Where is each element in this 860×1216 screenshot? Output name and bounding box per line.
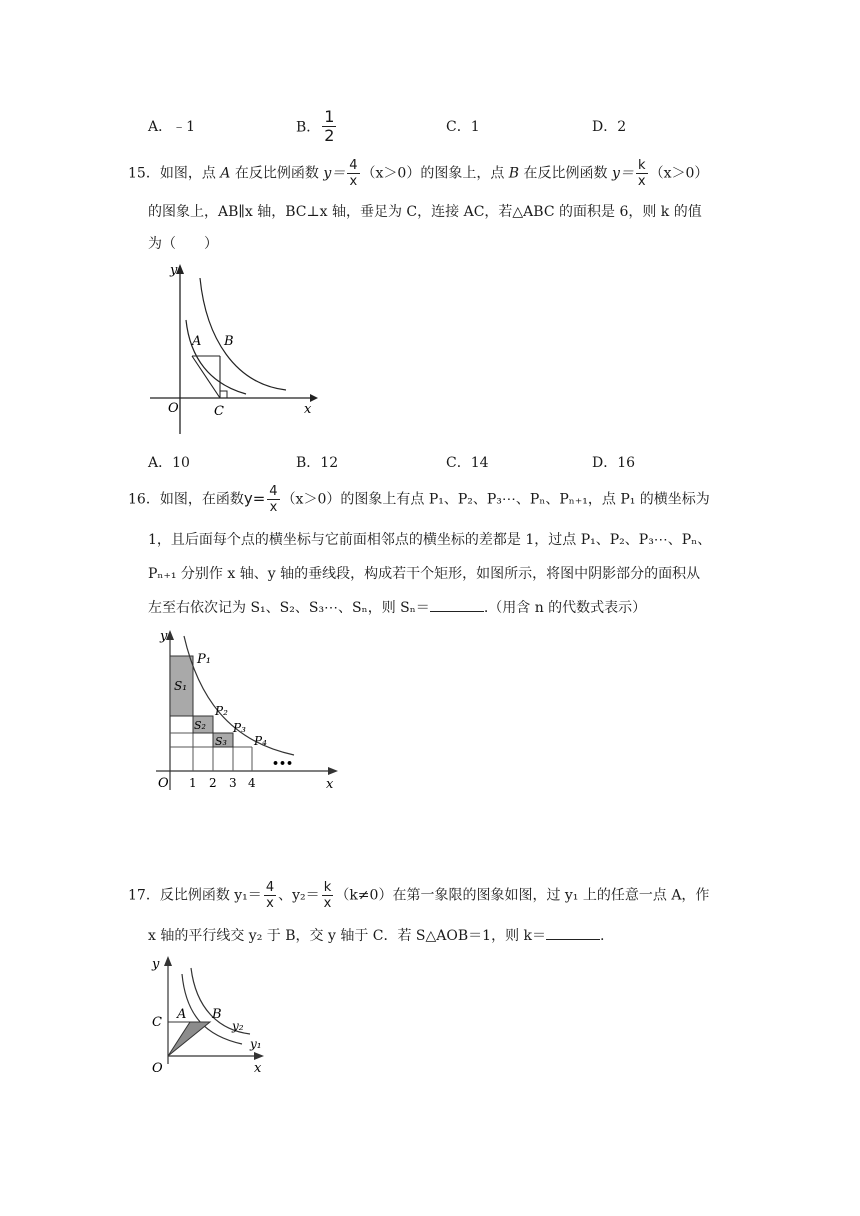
q15-line-1: 15．如图，点 A 在反比例函数 y＝ $\frac{4}{x}$ （x＞0）的图象上，点 B 在反比例函数 y＝ $\frac{k}{x}$ （x＞0） bbox=[128, 158, 709, 189]
q14-option-a: A．﹣1 bbox=[148, 119, 196, 135]
q16-line-1: 16．如图，在函数y= $\frac{4}{x}$ （x＞0）的图象上有点 P₁、P₂、P₃⋯、Pₙ、Pₙ₊₁，点 P₁ 的横坐标为 bbox=[128, 484, 710, 515]
q16-fig-s3-label: S₃ bbox=[215, 735, 227, 748]
q17-fig-origin-label: O bbox=[152, 1061, 163, 1076]
q14-option-d: D．2 bbox=[592, 119, 627, 135]
q16-answer-blank bbox=[430, 599, 484, 612]
q15-line-3: 为（ ） bbox=[148, 236, 218, 252]
q15-figure bbox=[140, 258, 330, 440]
q17-fig-b-label: B bbox=[212, 1007, 222, 1022]
q16-fig-p2-label: P₂ bbox=[215, 704, 228, 718]
q16-fig-tick-1: 1 bbox=[189, 776, 197, 790]
q17-line-2: x 轴的平行线交 y₂ 于 B，交 y 轴于 C．若 S△AOB＝1，则 k＝ . bbox=[148, 928, 605, 944]
q16-fig-s1-label: S₁ bbox=[174, 679, 188, 693]
q17-answer-blank bbox=[546, 927, 600, 940]
q16-fig-s2-label: S₂ bbox=[194, 719, 206, 732]
q16-fig-continuation-dots: ••• bbox=[272, 757, 294, 770]
q16-line-3: Pₙ₊₁ 分别作 x 轴、y 轴的垂线段，构成若干个矩形，如图所示，将图中阴影部分的面积从 bbox=[148, 566, 701, 582]
q16-fig-p1-label: P₁ bbox=[197, 652, 211, 667]
q17-fig-x-label: x bbox=[254, 1061, 262, 1076]
q17-fig-a-label: A bbox=[177, 1007, 187, 1022]
q16-fig-tick-3: 3 bbox=[229, 776, 237, 790]
q16-line-4: 左至右依次记为 S₁、S₂、S₃⋯、Sₙ，则 Sₙ＝ .（用含 n 的代数式表示） bbox=[148, 600, 647, 616]
q16-fig-tick-2: 2 bbox=[209, 776, 217, 790]
q16-fig-p4-label: P₄ bbox=[254, 734, 267, 748]
q15-option-a: A．10 bbox=[148, 455, 190, 471]
q15-fig-x-label: x bbox=[304, 402, 312, 417]
q17-fig-y1-label: y₁ bbox=[250, 1037, 262, 1051]
q14-option-c: C．1 bbox=[446, 119, 480, 135]
q16-fig-tick-4: 4 bbox=[248, 776, 256, 790]
q15-option-b: B．12 bbox=[296, 455, 339, 471]
q16-line-2: 1，且后面每个点的横坐标与它前面相邻点的横坐标的差都是 1，过点 P₁、P₂、P₃⋯、Pₙ、 bbox=[148, 532, 712, 548]
q16-fig-origin-label: O bbox=[158, 776, 169, 791]
q15-fig-y-label: y bbox=[170, 263, 178, 278]
q16-figure bbox=[148, 626, 348, 796]
q15-fig-b-label: B bbox=[224, 334, 234, 349]
q15-fig-c-label: C bbox=[214, 404, 224, 419]
q14-option-b: B． $\frac{1}{2}$ bbox=[296, 107, 335, 145]
q15-line-2: 的图象上，AB∥x 轴，BC⊥x 轴，垂足为 C，连接 AC，若△ABC 的面积是 6，则 k 的值 bbox=[148, 204, 702, 220]
q15-option-d: D．16 bbox=[592, 455, 636, 471]
q17-fig-c-label: C bbox=[152, 1015, 162, 1030]
q15-fig-a-label: A bbox=[192, 334, 202, 349]
q15-option-c: C．14 bbox=[446, 455, 489, 471]
q16-fig-x-label: x bbox=[326, 777, 334, 792]
q17-fig-y2-label: y₂ bbox=[232, 1019, 244, 1033]
q16-fig-y-label: y bbox=[160, 629, 168, 644]
q16-fig-p3-label: P₃ bbox=[233, 721, 246, 735]
q17-figure bbox=[146, 952, 276, 1080]
q17-line-1: 17．反比例函数 y₁＝ $\frac{4}{x}$ 、y₂＝ $\frac{k}{x}$ （k≠0）在第一象限的图象如图，过 y₁ 上的任意一点 A，作 bbox=[128, 880, 710, 911]
q15-fig-origin-label: O bbox=[168, 401, 179, 416]
q17-fig-y-label: y bbox=[152, 957, 160, 972]
